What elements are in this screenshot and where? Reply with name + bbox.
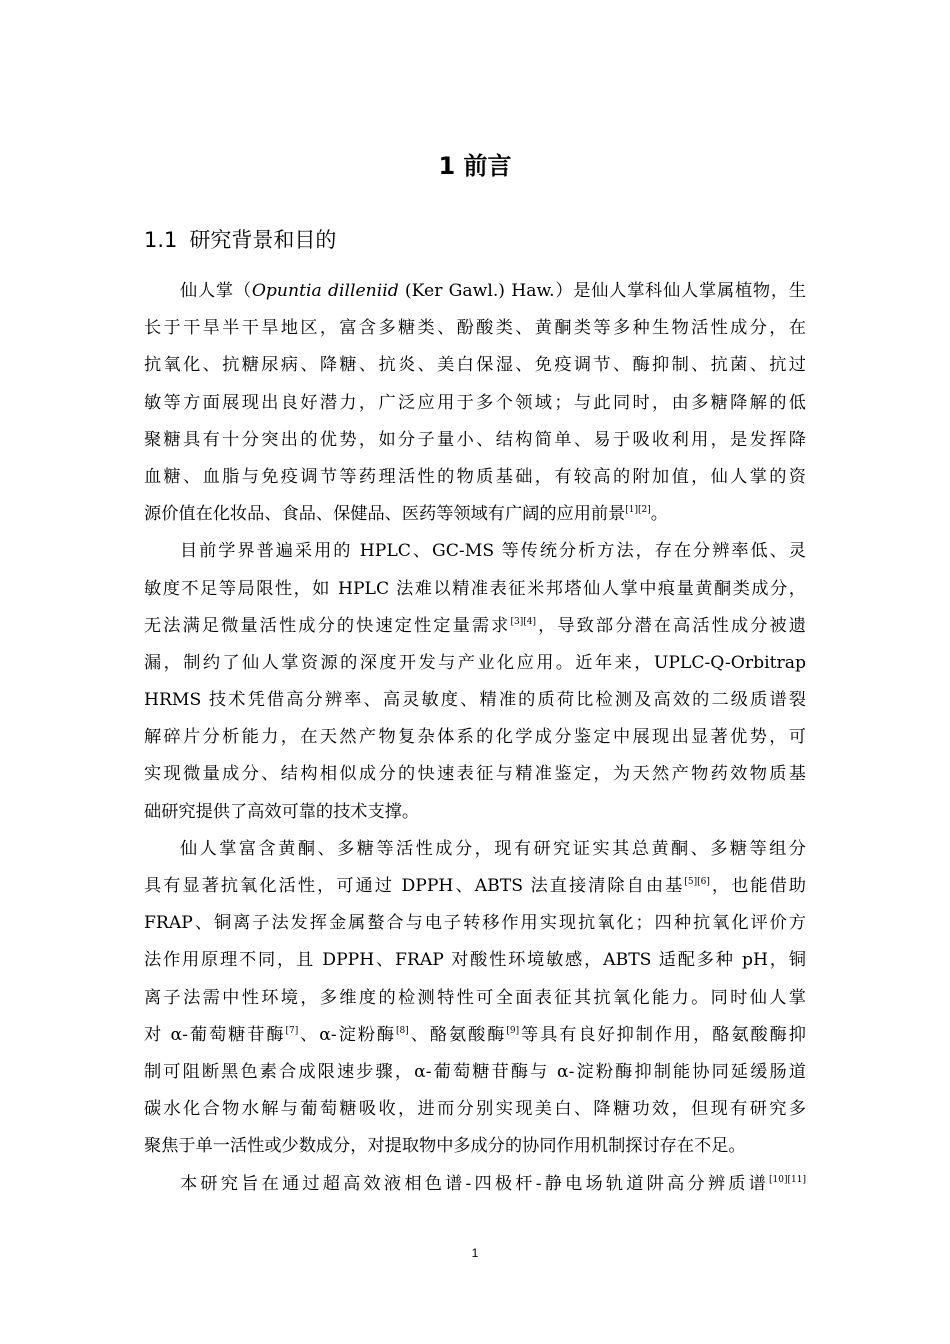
paragraph-3-line-3: FRAP、铜离子法发挥金属螯合与电子转移作用实现抗氧化；四种抗氧化评价方	[144, 913, 806, 934]
page-number: 1	[471, 1246, 479, 1260]
paragraph-2-line-5: HRMS 技术凭借高分辨率、高灵敏度、精准的质荷比检测及高效的二级质谱裂	[144, 690, 806, 711]
paragraph-3-line-5: 离子法需中性环境，多维度的检测特性可全面表征其抗氧化能力。同时仙人掌	[144, 987, 806, 1008]
paragraph-3-line-2: 具有显著抗氧化活性，可通过 DPPH、ABTS 法直接清除自由基[5][6]，也能借助	[144, 876, 806, 896]
section-heading	[144, 224, 336, 256]
citation: [10][11]	[769, 1174, 806, 1185]
section-title: 研究背景和目的	[189, 228, 337, 252]
citation: [1][2]	[625, 505, 651, 516]
paragraph-4-line-1: 本研究旨在通过超高效液相色谱-四极杆-静电场轨道阱高分辨质谱[10][11]	[180, 1173, 806, 1194]
paragraph-3-line-8: 碳水化合物水解与葡萄糖吸收，进而分别实现美白、降糖功效，但现有研究多	[144, 1099, 806, 1120]
paragraph-2-line-4: 漏，制约了仙人掌资源的深度开发与产业化应用。近年来，UPLC-Q-Orbitrap	[144, 652, 806, 673]
paragraph-3-line-6: 对 α-葡萄糖苷酶[7]、α-淀粉酶[8]、酪氨酸酶[9]等具有良好抑制作用，酪氨酸酶抑	[144, 1024, 806, 1045]
chapter-title: 1 前言	[438, 152, 512, 180]
paragraph-3-line-1: 仙人掌富含黄酮、多糖等活性成分，现有研究证实其总黄酮、多糖等组分	[180, 838, 806, 859]
section-number: 1.1	[144, 228, 178, 252]
paragraph-1-line-5: 聚糖具有十分突出的优势，如分子量小、结构简单、易于吸收利用，是发挥降	[144, 429, 806, 450]
body-text	[144, 273, 806, 1203]
paragraph-2-line-6: 解碎片分析能力，在天然产物复杂体系的化学成分鉴定中展现出显著优势，可	[144, 727, 806, 748]
citation: [7]	[285, 1025, 299, 1036]
citation: [3][4]	[510, 616, 536, 627]
citation: [9]	[506, 1025, 520, 1036]
paragraph-2-line-8: 础研究提供了高效可靠的技术支撑。	[144, 801, 420, 822]
paragraph-2-line-1: 目前学界普遍采用的 HPLC、GC-MS 等传统分析方法，存在分辨率低、灵	[180, 541, 806, 562]
paragraph-1-line-7: 源价值在化妆品、食品、保健品、医药等领域有广阔的应用前景[1][2]。	[144, 504, 668, 525]
paragraph-2-line-3: 无法满足微量活性成分的快速定性定量需求[3][4]，导致部分潜在高活性成分被遗	[144, 615, 806, 636]
species-name: Opuntia dilleniid	[251, 281, 399, 301]
paragraph-1-line-6: 血糖、血脂与免疫调节等药理活性的物质基础，有较高的附加值，仙人掌的资	[144, 466, 806, 487]
paragraph-1-line-3: 抗氧化、抗糖尿病、降糖、抗炎、美白保湿、免疫调节、酶抑制、抗菌、抗过	[144, 355, 806, 376]
citation: [5][6]	[684, 877, 710, 887]
paragraph-2-line-7: 实现微量成分、结构相似成分的快速表征与精准鉴定，为天然产物药效物质基	[144, 764, 806, 785]
paragraph-2-line-2: 敏度不足等局限性，如 HPLC 法难以精准表征米邦塔仙人掌中痕量黄酮类成分，	[144, 578, 806, 599]
citation: [8]	[396, 1025, 409, 1036]
paragraph-3-line-4: 法作用原理不同，且 DPPH、FRAP 对酸性环境敏感，ABTS 适配多种 pH，铜	[144, 950, 806, 971]
paragraph-1-line-1: 仙人掌（Opuntia dilleniid (Ker Gawl.) Haw.）是仙人掌科仙人掌属植物，生	[180, 281, 807, 301]
paragraph-3-line-9: 聚焦于单一活性或少数成分，对提取物中多成分的协同作用机制探讨存在不足。	[144, 1136, 746, 1157]
paragraph-3-line-7: 制可阻断黑色素合成限速步骤，α-葡萄糖苷酶与 α-淀粉酶抑制能协同延缓肠道	[144, 1061, 806, 1082]
paragraph-1-line-2: 长于干旱半干旱地区，富含多糖类、酚酸类、黄酮类等多种生物活性成分，在	[144, 318, 806, 339]
paragraph-1-line-4: 敏等方面展现出良好潜力，广泛应用于多个领域；与此同时，由多糖降解的低	[144, 392, 806, 413]
